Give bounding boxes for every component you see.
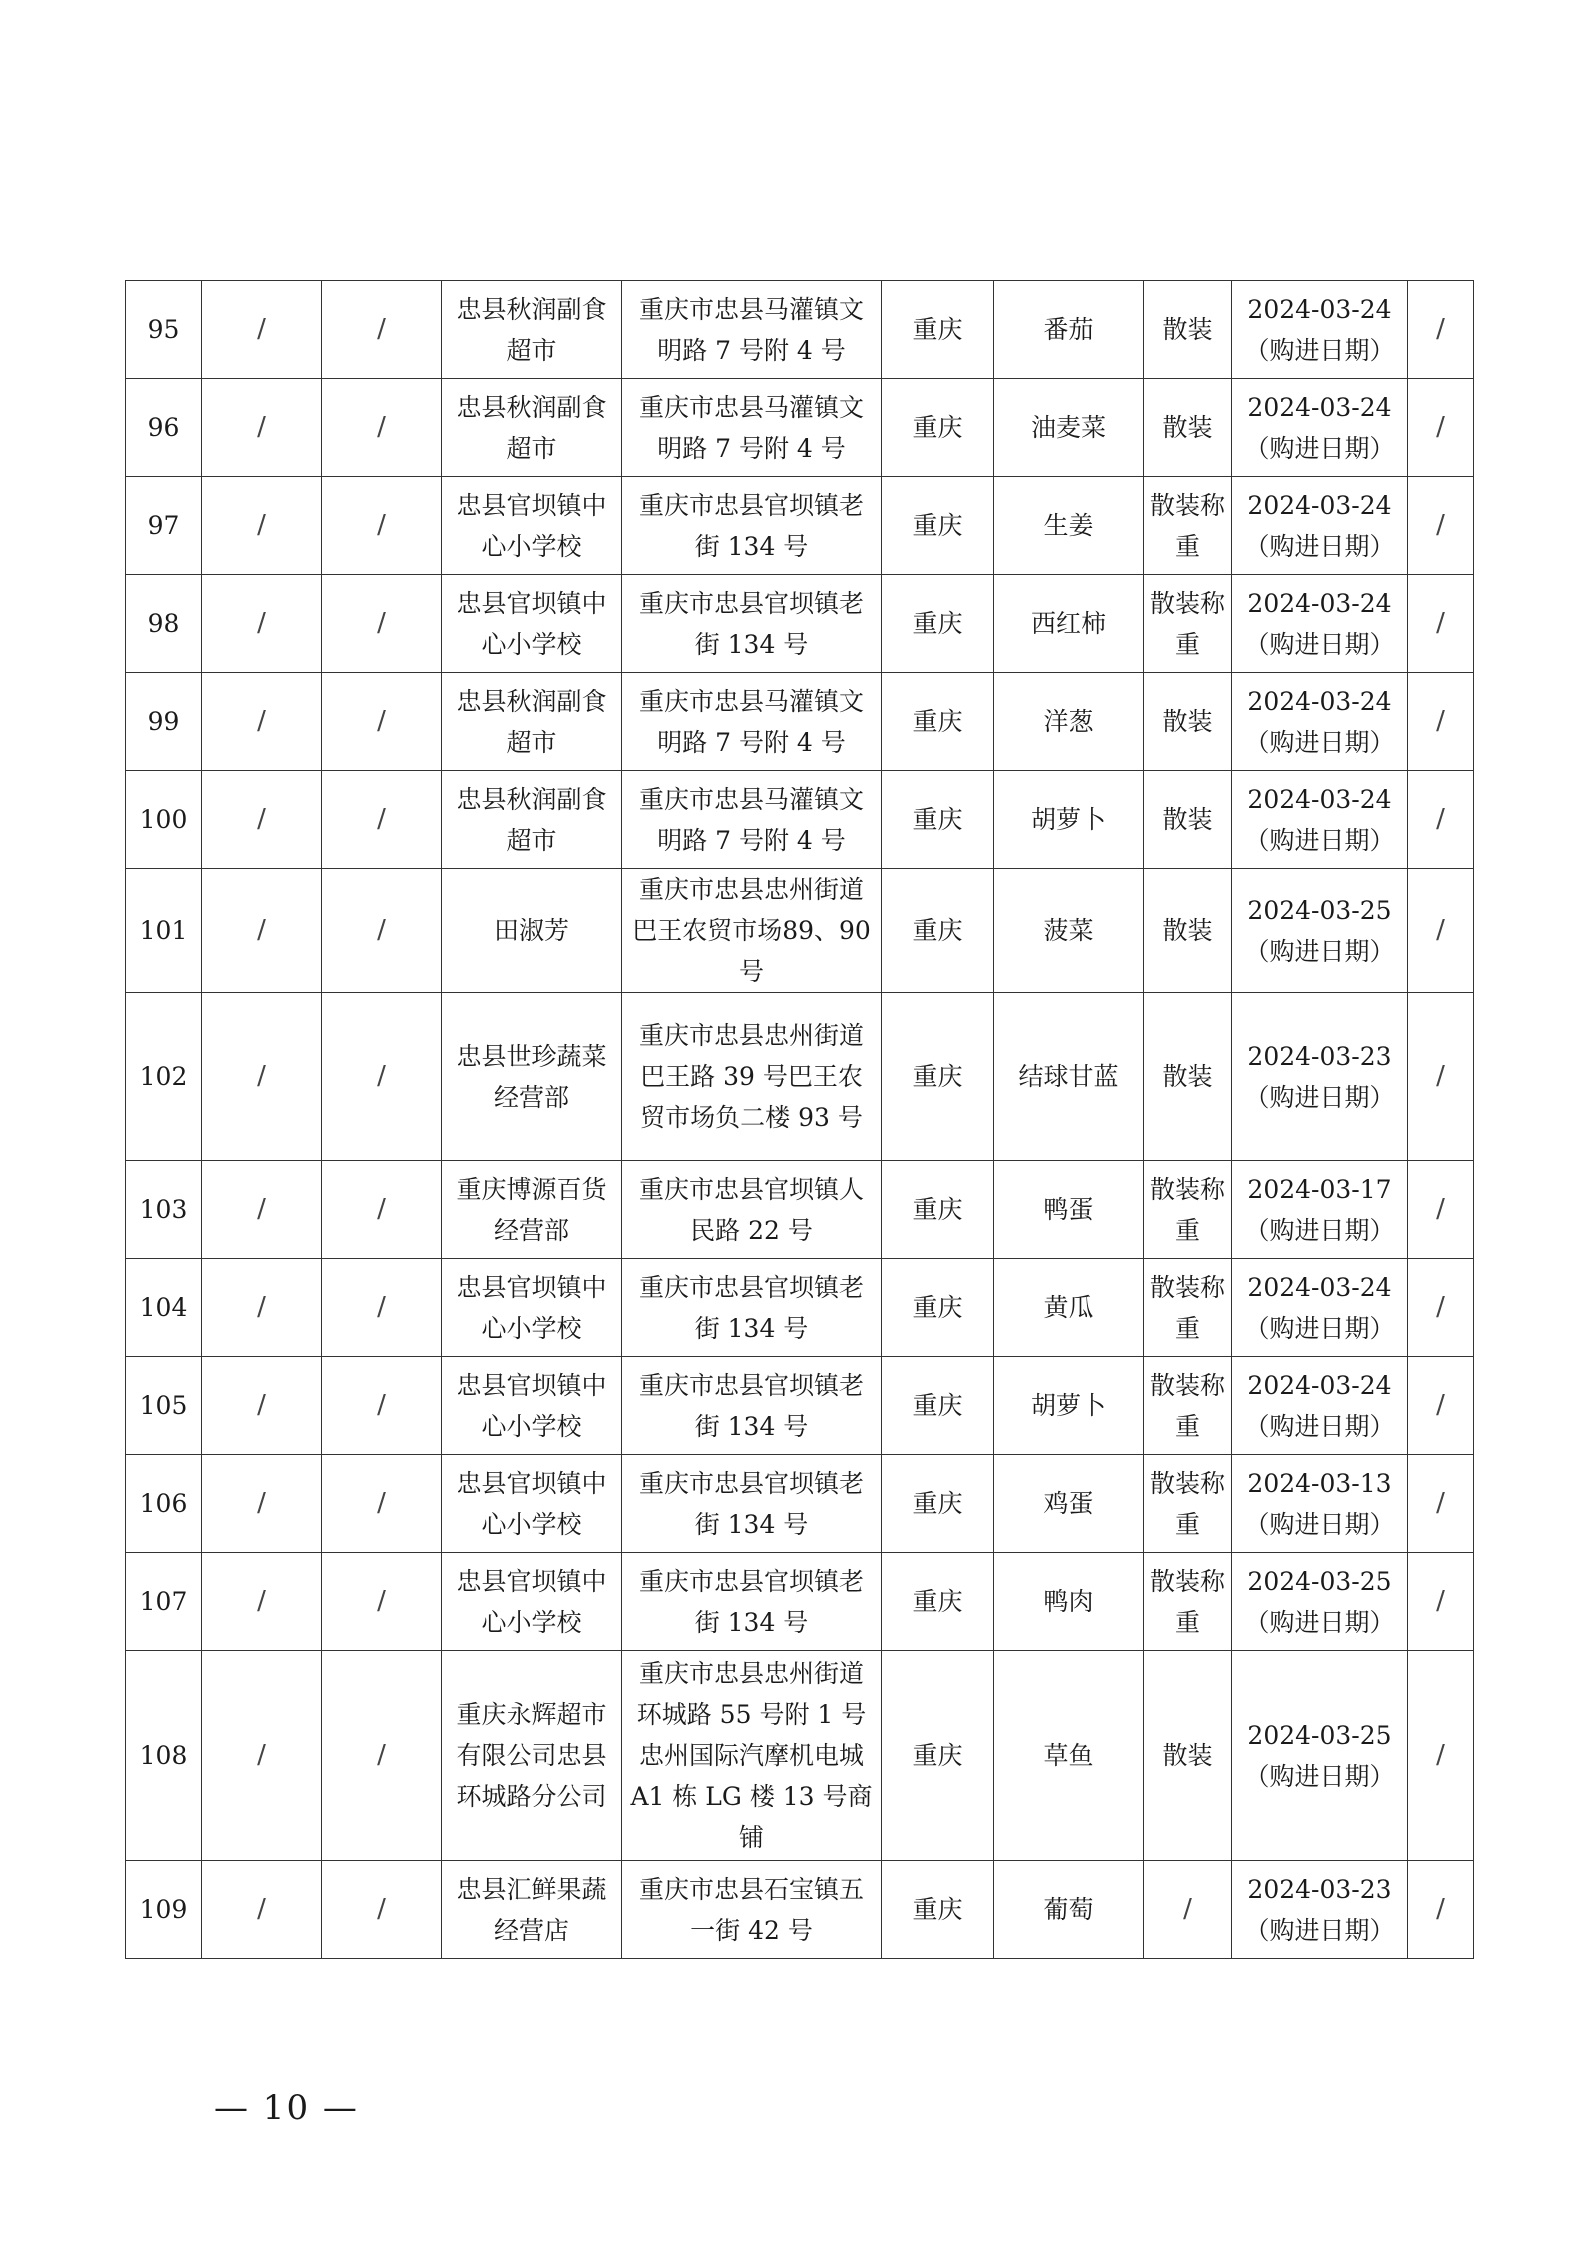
- cell-specification: 散装称重: [1144, 1259, 1232, 1357]
- cell-unit-address: 重庆市忠县忠州街道巴王路 39 号巴王农贸市场负二楼 93 号: [622, 993, 882, 1161]
- cell-slash: /: [322, 1357, 442, 1455]
- cell-slash: /: [1408, 1651, 1474, 1861]
- date-value: 2024-03-24: [1247, 1370, 1392, 1400]
- cell-slash: /: [1408, 1553, 1474, 1651]
- cell-date: [1232, 673, 1408, 771]
- cell-date: [1232, 575, 1408, 673]
- cell-serial-number: 99: [126, 673, 202, 771]
- cell-unit-address: 重庆市忠县官坝镇人民路 22 号: [622, 1161, 882, 1259]
- cell-product-name: 菠菜: [994, 869, 1144, 993]
- cell-serial-number: 107: [126, 1553, 202, 1651]
- cell-unit-address: 重庆市忠县马灌镇文明路 7 号附 4 号: [622, 379, 882, 477]
- cell-product-name: 西红柿: [994, 575, 1144, 673]
- sampling-table: [125, 280, 1474, 1959]
- cell-serial-number: 104: [126, 1259, 202, 1357]
- cell-slash: /: [202, 1455, 322, 1553]
- date-note: （购进日期）: [1244, 1082, 1395, 1112]
- cell-unit-name: 忠县秋润副食超市: [442, 673, 622, 771]
- cell-unit-address: 重庆市忠县忠州街道环城路 55 号附 1 号忠州国际汽摩机电城 A1 栋 LG 楼 13 号商铺: [622, 1651, 882, 1861]
- cell-serial-number: 98: [126, 575, 202, 673]
- date-value: 2024-03-23: [1247, 1041, 1392, 1071]
- cell-specification: 散装: [1144, 379, 1232, 477]
- date-value: 2024-03-24: [1247, 1272, 1392, 1302]
- cell-product-name: 黄瓜: [994, 1259, 1144, 1357]
- date-value: 2024-03-13: [1247, 1468, 1392, 1498]
- cell-slash: /: [322, 1651, 442, 1861]
- date-note: （购进日期）: [1244, 433, 1395, 463]
- table-row: [126, 1161, 1474, 1259]
- cell-serial-number: 97: [126, 477, 202, 575]
- cell-serial-number: 108: [126, 1651, 202, 1861]
- cell-province: 重庆: [882, 379, 994, 477]
- page-number: — 10 —: [214, 2088, 359, 2128]
- cell-province: 重庆: [882, 1553, 994, 1651]
- cell-serial-number: 95: [126, 281, 202, 379]
- cell-date: [1232, 1161, 1408, 1259]
- cell-date: [1232, 379, 1408, 477]
- date-note: （购进日期）: [1244, 727, 1395, 757]
- cell-slash: /: [322, 1861, 442, 1959]
- cell-unit-name: 忠县汇鲜果蔬经营店: [442, 1861, 622, 1959]
- cell-province: 重庆: [882, 771, 994, 869]
- cell-slash: /: [322, 1259, 442, 1357]
- cell-date: [1232, 993, 1408, 1161]
- cell-slash: /: [202, 993, 322, 1161]
- cell-province: 重庆: [882, 1861, 994, 1959]
- cell-slash: /: [202, 1861, 322, 1959]
- cell-product-name: 胡萝卜: [994, 771, 1144, 869]
- cell-province: 重庆: [882, 1455, 994, 1553]
- table-row: [126, 869, 1474, 993]
- cell-specification: 散装称重: [1144, 1455, 1232, 1553]
- cell-date: [1232, 1259, 1408, 1357]
- cell-specification: 散装: [1144, 1651, 1232, 1861]
- cell-slash: /: [202, 771, 322, 869]
- cell-unit-address: 重庆市忠县官坝镇老街 134 号: [622, 1553, 882, 1651]
- cell-slash: /: [1408, 477, 1474, 575]
- table-row: [126, 993, 1474, 1161]
- cell-serial-number: 103: [126, 1161, 202, 1259]
- table-row: [126, 281, 1474, 379]
- cell-province: 重庆: [882, 1161, 994, 1259]
- cell-product-name: 鸡蛋: [994, 1455, 1144, 1553]
- date-note: （购进日期）: [1244, 1215, 1395, 1245]
- cell-unit-address: 重庆市忠县官坝镇老街 134 号: [622, 575, 882, 673]
- date-note: （购进日期）: [1244, 531, 1395, 561]
- cell-slash: /: [202, 477, 322, 575]
- cell-unit-name: 重庆永辉超市有限公司忠县环城路分公司: [442, 1651, 622, 1861]
- cell-slash: /: [322, 477, 442, 575]
- cell-unit-address: 重庆市忠县忠州街道巴王农贸市场89、90 号: [622, 869, 882, 993]
- cell-unit-name: 忠县世珍蔬菜经营部: [442, 993, 622, 1161]
- cell-product-name: 番茄: [994, 281, 1144, 379]
- date-note: （购进日期）: [1244, 1313, 1395, 1343]
- cell-slash: /: [202, 1651, 322, 1861]
- cell-province: 重庆: [882, 993, 994, 1161]
- date-value: 2024-03-25: [1247, 895, 1392, 925]
- cell-slash: /: [1408, 1259, 1474, 1357]
- cell-specification: 散装称重: [1144, 1553, 1232, 1651]
- cell-specification: 散装称重: [1144, 1357, 1232, 1455]
- cell-slash: /: [1408, 575, 1474, 673]
- cell-slash: /: [322, 1455, 442, 1553]
- cell-specification: 散装称重: [1144, 575, 1232, 673]
- cell-unit-name: 重庆博源百货经营部: [442, 1161, 622, 1259]
- cell-product-name: 鸭蛋: [994, 1161, 1144, 1259]
- cell-slash: /: [1408, 993, 1474, 1161]
- date-note: （购进日期）: [1244, 335, 1395, 365]
- cell-unit-name: 忠县官坝镇中心小学校: [442, 1455, 622, 1553]
- cell-specification: 散装称重: [1144, 477, 1232, 575]
- date-note: （购进日期）: [1244, 1761, 1395, 1791]
- cell-slash: /: [1408, 1861, 1474, 1959]
- cell-serial-number: 96: [126, 379, 202, 477]
- cell-serial-number: 100: [126, 771, 202, 869]
- cell-product-name: 洋葱: [994, 673, 1144, 771]
- date-value: 2024-03-24: [1247, 784, 1392, 814]
- cell-date: [1232, 869, 1408, 993]
- cell-slash: /: [202, 379, 322, 477]
- cell-slash: /: [1408, 869, 1474, 993]
- cell-unit-address: 重庆市忠县官坝镇老街 134 号: [622, 1259, 882, 1357]
- cell-unit-name: 忠县秋润副食超市: [442, 379, 622, 477]
- cell-unit-name: 忠县官坝镇中心小学校: [442, 1553, 622, 1651]
- date-value: 2024-03-25: [1247, 1566, 1392, 1596]
- cell-province: 重庆: [882, 869, 994, 993]
- cell-product-name: 生姜: [994, 477, 1144, 575]
- cell-product-name: 葡萄: [994, 1861, 1144, 1959]
- cell-unit-name: 忠县官坝镇中心小学校: [442, 1259, 622, 1357]
- date-value: 2024-03-24: [1247, 588, 1392, 618]
- date-note: （购进日期）: [1244, 1411, 1395, 1441]
- cell-slash: /: [202, 1357, 322, 1455]
- cell-slash: /: [322, 1553, 442, 1651]
- table-row: [126, 771, 1474, 869]
- cell-serial-number: 106: [126, 1455, 202, 1553]
- cell-unit-name: 忠县官坝镇中心小学校: [442, 575, 622, 673]
- cell-unit-address: 重庆市忠县石宝镇五一街 42 号: [622, 1861, 882, 1959]
- table-row: [126, 1259, 1474, 1357]
- date-value: 2024-03-17: [1247, 1174, 1392, 1204]
- date-value: 2024-03-24: [1247, 490, 1392, 520]
- cell-specification: 散装: [1144, 869, 1232, 993]
- cell-slash: /: [322, 281, 442, 379]
- cell-slash: /: [1408, 379, 1474, 477]
- date-value: 2024-03-24: [1247, 392, 1392, 422]
- cell-province: 重庆: [882, 1651, 994, 1861]
- cell-province: 重庆: [882, 575, 994, 673]
- cell-specification: 散装: [1144, 673, 1232, 771]
- cell-unit-address: 重庆市忠县官坝镇老街 134 号: [622, 1455, 882, 1553]
- cell-slash: /: [1408, 673, 1474, 771]
- cell-unit-address: 重庆市忠县马灌镇文明路 7 号附 4 号: [622, 771, 882, 869]
- cell-specification: 散装称重: [1144, 1161, 1232, 1259]
- cell-slash: /: [322, 993, 442, 1161]
- cell-slash: /: [322, 673, 442, 771]
- cell-slash: /: [322, 869, 442, 993]
- cell-unit-address: 重庆市忠县官坝镇老街 134 号: [622, 1357, 882, 1455]
- cell-province: 重庆: [882, 281, 994, 379]
- cell-slash: /: [202, 1259, 322, 1357]
- cell-date: [1232, 771, 1408, 869]
- cell-unit-address: 重庆市忠县官坝镇老街 134 号: [622, 477, 882, 575]
- cell-specification: 散装: [1144, 281, 1232, 379]
- cell-slash: /: [202, 575, 322, 673]
- table-row: [126, 1455, 1474, 1553]
- table-row: [126, 1553, 1474, 1651]
- date-value: 2024-03-23: [1247, 1874, 1392, 1904]
- table-row: [126, 477, 1474, 575]
- cell-slash: /: [202, 1161, 322, 1259]
- cell-product-name: 油麦菜: [994, 379, 1144, 477]
- date-note: （购进日期）: [1244, 825, 1395, 855]
- cell-unit-address: 重庆市忠县马灌镇文明路 7 号附 4 号: [622, 281, 882, 379]
- table-row: [126, 379, 1474, 477]
- cell-slash: /: [322, 575, 442, 673]
- cell-unit-address: 重庆市忠县马灌镇文明路 7 号附 4 号: [622, 673, 882, 771]
- cell-slash: /: [322, 1161, 442, 1259]
- cell-slash: /: [1408, 771, 1474, 869]
- table-body: [126, 281, 1474, 1959]
- cell-unit-name: 田淑芳: [442, 869, 622, 993]
- cell-slash: /: [202, 869, 322, 993]
- cell-unit-name: 忠县官坝镇中心小学校: [442, 477, 622, 575]
- table-row: [126, 1651, 1474, 1861]
- cell-province: 重庆: [882, 1357, 994, 1455]
- cell-unit-name: 忠县官坝镇中心小学校: [442, 1357, 622, 1455]
- cell-serial-number: 102: [126, 993, 202, 1161]
- cell-serial-number: 109: [126, 1861, 202, 1959]
- cell-product-name: 结球甘蓝: [994, 993, 1144, 1161]
- cell-unit-name: 忠县秋润副食超市: [442, 771, 622, 869]
- cell-province: 重庆: [882, 477, 994, 575]
- date-value: 2024-03-24: [1247, 686, 1392, 716]
- cell-slash: /: [1408, 1455, 1474, 1553]
- cell-date: [1232, 1357, 1408, 1455]
- cell-date: [1232, 281, 1408, 379]
- cell-date: [1232, 477, 1408, 575]
- cell-slash: /: [1408, 1357, 1474, 1455]
- date-note: （购进日期）: [1244, 1509, 1395, 1539]
- cell-specification: 散装: [1144, 993, 1232, 1161]
- cell-product-name: 胡萝卜: [994, 1357, 1144, 1455]
- cell-date: [1232, 1861, 1408, 1959]
- cell-product-name: 鸭肉: [994, 1553, 1144, 1651]
- cell-slash: /: [202, 1553, 322, 1651]
- cell-product-name: 草鱼: [994, 1651, 1144, 1861]
- cell-specification: /: [1144, 1861, 1232, 1959]
- date-value: 2024-03-24: [1247, 294, 1392, 324]
- table-row: [126, 1861, 1474, 1959]
- cell-slash: /: [1408, 1161, 1474, 1259]
- cell-unit-name: 忠县秋润副食超市: [442, 281, 622, 379]
- date-note: （购进日期）: [1244, 629, 1395, 659]
- cell-date: [1232, 1651, 1408, 1861]
- cell-slash: /: [1408, 281, 1474, 379]
- date-note: （购进日期）: [1244, 936, 1395, 966]
- cell-serial-number: 105: [126, 1357, 202, 1455]
- date-note: （购进日期）: [1244, 1607, 1395, 1637]
- cell-province: 重庆: [882, 1259, 994, 1357]
- cell-specification: 散装: [1144, 771, 1232, 869]
- cell-slash: /: [202, 673, 322, 771]
- cell-slash: /: [322, 771, 442, 869]
- cell-slash: /: [202, 281, 322, 379]
- date-note: （购进日期）: [1244, 1915, 1395, 1945]
- cell-date: [1232, 1455, 1408, 1553]
- cell-province: 重庆: [882, 673, 994, 771]
- cell-serial-number: 101: [126, 869, 202, 993]
- date-value: 2024-03-25: [1247, 1720, 1392, 1750]
- cell-slash: /: [322, 379, 442, 477]
- table-row: [126, 575, 1474, 673]
- table-row: [126, 1357, 1474, 1455]
- cell-date: [1232, 1553, 1408, 1651]
- table-row: [126, 673, 1474, 771]
